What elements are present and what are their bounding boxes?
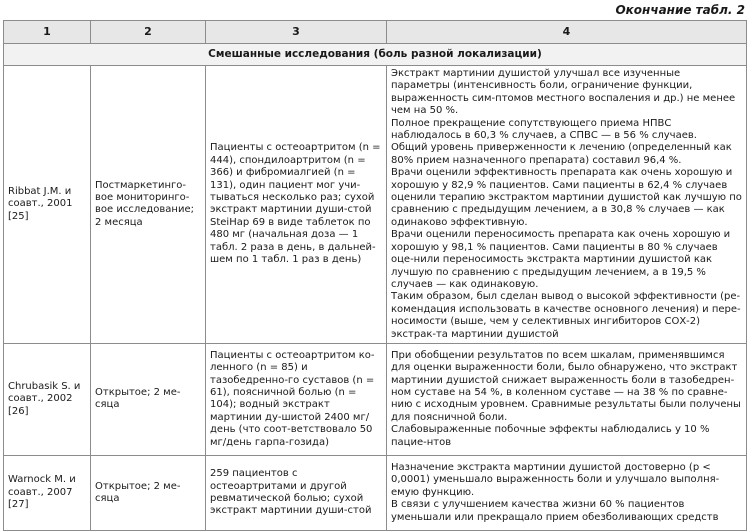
study-author-cell: Ribbat J.M. и соавт., 2001 [25] bbox=[4, 66, 91, 344]
section-row bbox=[4, 44, 747, 66]
column-header-3: 3 bbox=[206, 21, 387, 44]
study-results-cell bbox=[387, 455, 747, 530]
study-population-cell: Пациенты с остеоартритом ко-ленного (n = 85) и тазобедренно-го суставов (n = 61), поясничной болью (n = 104); водный экстракт мартинии ду-шистой 2400 мг/день (что соот-ветствовало 50 мг/день гарпа-гозида) bbox=[206, 343, 387, 455]
header-row bbox=[4, 21, 747, 44]
study-design-cell: Постмаркетинго-вое мониторинго-вое исследование; 2 месяца bbox=[91, 66, 206, 344]
table-row bbox=[4, 343, 747, 455]
study-author-cell: Warnock M. и соавт., 2007 [27] bbox=[4, 455, 91, 530]
result-paragraph: Полное прекращение сопутствующего приема НПВС наблюдалось в 60,3 % случаев, а СПВС — в 56 % случаев. bbox=[391, 117, 697, 142]
result-paragraph: Общий уровень приверженности к лечению (определенный как 80% прием назначенного препарата) составил 96,4 %. bbox=[391, 142, 732, 166]
result-paragraph: Экстракт мартинии душистой улучшал все изученные параметры (интенсивность боли, ограничение функции, выраженность сим-птомов местного воспаления и др.) не менее чем на 50 %. bbox=[391, 68, 736, 117]
result-paragraph: Назначение экстракта мартинии душистой достоверно (p < 0,0001) уменьшало выраженность боли и улучшало выполня-емую функцию. bbox=[391, 461, 720, 498]
table-row bbox=[4, 455, 747, 530]
study-results-cell bbox=[387, 66, 747, 344]
study-design-cell: Открытое; 2 ме-сяца bbox=[91, 343, 206, 455]
section-title: Смешанные исследования (боль разной локализации) bbox=[4, 44, 747, 66]
result-paragraph: Врачи оценили переносимость препарата как очень хорошую и хорошую у 98,1 % пациентов. Сами пациенты в 80 % случаев оце-нили переносимость экстракта мартинии душистой как лучшую по сравнению с предыдущим лечением, а в 19,5 % случаев — как одинаковую. bbox=[391, 229, 731, 290]
column-header-2: 2 bbox=[91, 21, 206, 44]
result-paragraph: В связи с улучшением качества жизни 60 % пациентов уменьшали или прекращало прием обезболивающих средств bbox=[391, 499, 719, 523]
study-results-cell bbox=[387, 343, 747, 455]
result-paragraph: Таким образом, был сделан вывод о высокой эффективности (ре-комендация использовать в качестве основного лечения) и пере-носимости (выше, чем у селективных ингибиторов СОХ-2) экстрак-та мартинии душистой bbox=[391, 291, 741, 340]
column-header-1: 1 bbox=[4, 21, 91, 44]
study-population-cell: 259 пациентов с остеоартритами и другой ревматической болью; сухой экстракт мартинии души-стой bbox=[206, 455, 387, 530]
study-table bbox=[3, 20, 747, 531]
study-population-cell: Пациенты с остеоартритом (n = 444), спондилоартритом (n = 366) и фибромиалгией (n = 131), один пациент мог учи-тываться несколько раз; сухой экстракт мартинии души-стой SteiHap 69 в виде таблеток по 480 мг (начальная доза — 1 табл. 2 раза в день, в дальней-шем по 1 табл. 1 раз в день) bbox=[206, 66, 387, 344]
table-row bbox=[4, 66, 747, 344]
table-caption: Окончание табл. 2 bbox=[615, 3, 745, 17]
result-paragraph: Врачи оценили эффективность препарата как очень хорошую и хорошую у 82,9 % пациентов. Сами пациенты в 62,4 % случаев оценили терапию экстрактом мартинии душистой как лучшую по сравнению с предыдущим лечением, а в 30,8 % случаев — как одинаково эффективную. bbox=[391, 167, 742, 228]
column-header-4: 4 bbox=[387, 21, 747, 44]
result-paragraph: При обобщении результатов по всем шкалам, применявшимся для оценки выраженности боли, было обнаружено, что экстракт мартинии душистой снижает выраженность боли в тазобедрен-ном суставе на 54 %, в коленном суставе — на 38 % по сравне-нию с исходным уровнем. Сравнимые результаты были получены для поясничной боли. bbox=[391, 349, 741, 423]
study-design-cell: Открытое; 2 ме-сяца bbox=[91, 455, 206, 530]
study-author-cell: Chrubasik S. и соавт., 2002 [26] bbox=[4, 343, 91, 455]
result-paragraph: Слабовыраженные побочные эффекты наблюдались у 10 % пацие-нтов bbox=[391, 424, 710, 448]
